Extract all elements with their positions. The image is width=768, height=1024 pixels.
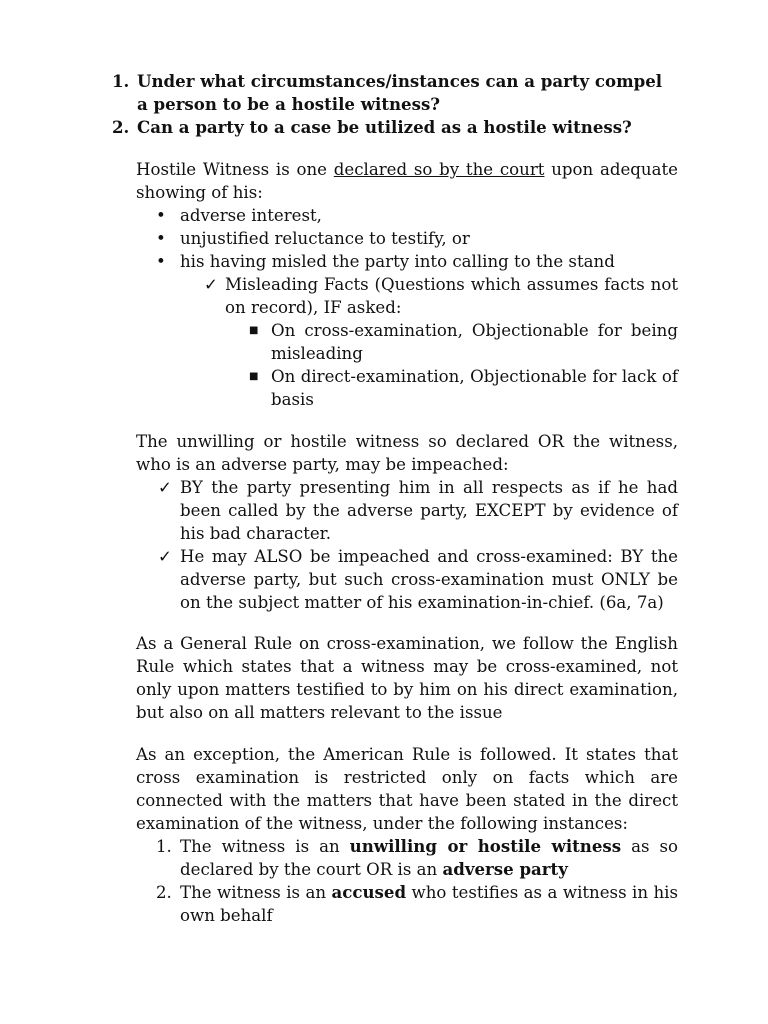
bullet-icon: •	[156, 206, 166, 225]
question-text: Under what circumstances/instances can a party compel a person to be a hostile witness?	[137, 71, 663, 114]
list-item-text: BY the party presenting him in all respects as if he had been called by the adverse party, EXCEPT by evidence of his bad character.	[180, 478, 678, 543]
bold-text: adverse party	[442, 859, 568, 879]
list-item-text: his having misled the party into calling to the stand	[180, 252, 615, 271]
list-item	[136, 365, 678, 411]
impeachment-checks	[136, 476, 678, 614]
general-rule-section	[136, 632, 678, 724]
square-bullet-icon: ■	[249, 371, 259, 382]
objection-list	[136, 319, 678, 411]
definition-text-start: Hostile Witness is one	[136, 160, 334, 179]
check-icon: ✓	[158, 478, 172, 497]
bold-text: unwilling or hostile witness	[349, 836, 622, 856]
misleading-facts-item	[136, 273, 678, 319]
list-item-text: adverse interest,	[180, 206, 322, 225]
list-item-text: On direct-examination, Objectionable for lack of basis	[271, 367, 678, 409]
item-number: 2.	[156, 883, 172, 902]
list-item-text: unjustified reluctance to testify, or	[180, 229, 470, 248]
list-item	[136, 250, 678, 273]
text-part: The witness is an	[180, 837, 350, 856]
definition-underlined-text: declared so by the court	[333, 160, 545, 179]
list-item-text: On cross-examination, Objectionable for being misleading	[271, 321, 678, 363]
exception-instances	[136, 835, 678, 927]
exception-intro: As an exception, the American Rule is followed. It states that cross examination is restricted only on facts which are connected with the matters that have been stated in the direct examination of the witness, under the following instances:	[136, 745, 678, 833]
text-part: as so declared by the court OR is an	[180, 837, 679, 879]
definition-bullets	[136, 204, 678, 273]
item-number: 1.	[156, 837, 172, 856]
question-number: 2.	[112, 117, 130, 137]
question-text: Can a party to a case be utilized as a hostile witness?	[137, 117, 632, 137]
bold-text: accused	[331, 882, 407, 902]
question-item	[112, 70, 678, 116]
list-item	[136, 227, 678, 250]
general-rule-paragraph: As a General Rule on cross-examination, we follow the English Rule which states that a witness may be cross-examined, not only upon matters testified to by him on his direct examination, but also on all matters relevant to the issue	[136, 634, 678, 722]
exception-section	[136, 743, 678, 927]
list-item-text	[180, 837, 678, 879]
impeachment-intro: The unwilling or hostile witness so declared OR the witness, who is an adverse party, may be impeached:	[136, 432, 678, 474]
definition-text-end: upon adequate showing of his:	[136, 160, 678, 202]
list-item	[136, 476, 678, 545]
question-number: 1.	[112, 71, 130, 91]
list-item	[136, 319, 678, 365]
list-item	[136, 881, 678, 927]
list-item-text	[180, 883, 678, 925]
list-item-text: He may ALSO be impeached and cross-examined: BY the adverse party, but such cross-examination must ONLY be on the subject matter of his examination-in-chief. (6a, 7a)	[180, 547, 678, 612]
bullet-icon: •	[156, 252, 166, 271]
square-bullet-icon: ■	[249, 325, 259, 336]
definition-paragraph	[136, 158, 678, 204]
impeachment-section	[136, 430, 678, 614]
list-item	[136, 204, 678, 227]
definition-section	[136, 158, 678, 411]
list-item	[136, 835, 678, 881]
check-icon: ✓	[158, 547, 172, 566]
questions-list	[112, 70, 678, 139]
question-item	[112, 116, 678, 139]
bullet-icon: •	[156, 229, 166, 248]
misleading-facts-text: Misleading Facts (Questions which assumes facts not on record), IF asked:	[225, 275, 678, 317]
text-part: The witness is an	[180, 883, 332, 902]
text-part: who testifies as a witness in his own behalf	[180, 883, 678, 925]
list-item	[136, 545, 678, 614]
check-icon: ✓	[204, 275, 218, 294]
